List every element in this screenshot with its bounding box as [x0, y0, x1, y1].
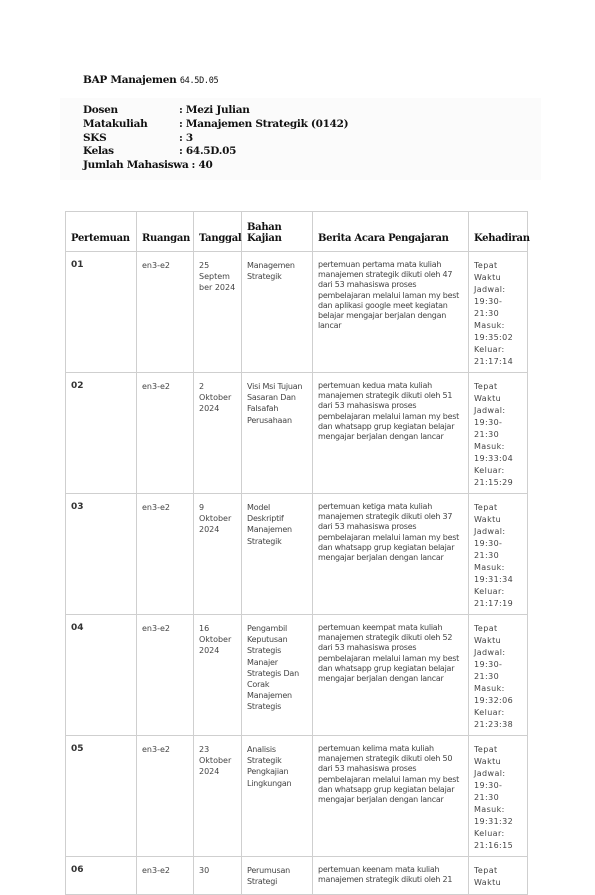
course-info-panel [60, 98, 541, 180]
header-kehadiran: Kehadiran [469, 212, 528, 252]
table-row [66, 494, 528, 615]
table-row [66, 252, 528, 373]
cell-kehadiran: Tepat Waktu Jadwal: 19:30-21:30 Masuk: 19:31:34 Keluar: 21:17:19 [469, 494, 528, 615]
cell-kehadiran: Tepat Waktu Jadwal: 19:30-21:30 Masuk: 19:33:04 Keluar: 21:15:29 [469, 373, 528, 494]
info-label: Kelas [83, 145, 114, 157]
table-row [66, 615, 528, 736]
cell-berita-acara: pertemuan ketiga mata kuliah manajemen strategik dikuti oleh 37 dari 53 mahasiswa proses pembelajaran melalui laman my best dan whatsapp grup kegiatan belajar mengajar berjalan dengan lancar [313, 494, 469, 615]
cell-kehadiran: Tepat Waktu Jadwal: 19:30-21:30 Masuk: 19:32:06 Keluar: 21:23:38 [469, 615, 528, 736]
info-value: : Mezi Julian [179, 104, 250, 116]
cell-tanggal: 30 [194, 857, 242, 895]
info-row-jumlah-mahasiswa [83, 159, 212, 171]
cell-pertemuan: 02 [66, 373, 137, 494]
info-row-kelas [83, 145, 236, 157]
cell-tanggal: 9 Oktober 2024 [194, 494, 242, 615]
cell-ruangan: en3-e2 [137, 252, 194, 373]
header-berita-acara: Berita Acara Pengajaran [313, 212, 469, 252]
cell-tanggal: 25 Septem ber 2024 [194, 252, 242, 373]
cell-ruangan: en3-e2 [137, 373, 194, 494]
cell-pertemuan: 01 [66, 252, 137, 373]
cell-berita-acara: pertemuan keempat mata kuliah manajemen strategik dikuti oleh 52 dari 53 mahasiswa proses pembelajaran melalui laman my best dan whatsapp grup kegiatan belajar mengajar berjalan dengan lancar [313, 615, 469, 736]
header-ruangan: Ruangan [137, 212, 194, 252]
cell-pertemuan: 04 [66, 615, 137, 736]
cell-bahan-kajian: Managemen Strategik [242, 252, 313, 373]
cell-berita-acara: pertemuan keenam mata kuliah manajemen strategik dikuti oleh 21 [313, 857, 469, 895]
table-row [66, 373, 528, 494]
info-value: : 64.5D.05 [179, 145, 237, 157]
info-value: : 3 [179, 132, 193, 144]
info-label: SKS [83, 132, 107, 144]
cell-bahan-kajian: Model Deskriptif Manajemen Strategik [242, 494, 313, 615]
header-tanggal: Tanggal [194, 212, 242, 252]
table-row [66, 857, 528, 895]
cell-ruangan: en3-e2 [137, 615, 194, 736]
cell-kehadiran: Tepat Waktu Jadwal: 19:30-21:30 Masuk: 19:35:02 Keluar: 21:17:14 [469, 252, 528, 373]
cell-tanggal: 23 Oktober 2024 [194, 736, 242, 857]
title-main: BAP Manajemen [83, 74, 177, 86]
info-value: : 40 [191, 159, 213, 171]
table-header-row [66, 212, 528, 252]
header-pertemuan: Pertemuan [66, 212, 137, 252]
cell-kehadiran: Tepat Waktu [469, 857, 528, 895]
cell-bahan-kajian: Analisis Strategik Pengkajian Lingkungan [242, 736, 313, 857]
cell-berita-acara: pertemuan kedua mata kuliah manajemen strategik dikuti oleh 51 dari 53 mahasiswa proses pembelajaran melalui laman my best dan whatsapp grup kegiatan belajar mengajar berjalan dengan lancar [313, 373, 469, 494]
info-row-sks [83, 132, 193, 144]
title-class-code: 64.5D.05 [179, 76, 219, 86]
info-row-matakuliah [83, 118, 348, 130]
attendance-table [65, 211, 528, 895]
cell-pertemuan: 03 [66, 494, 137, 615]
header-bahan-kajian: Bahan Kajian [242, 212, 313, 252]
cell-ruangan: en3-e2 [137, 857, 194, 895]
cell-berita-acara: pertemuan kelima mata kuliah manajemen strategik dikuti oleh 50 dari 53 mahasiswa proses pembelajaran melalui laman my best dan whatsapp grup kegiatan belajar mengajar berjalan dengan lancar [313, 736, 469, 857]
table-row [66, 736, 528, 857]
cell-bahan-kajian: Perumusan Strategi [242, 857, 313, 895]
cell-bahan-kajian: Pengambil Keputusan Strategis Manajer Strategis Dan Corak Manajemen Strategis [242, 615, 313, 736]
cell-tanggal: 2 Oktober 2024 [194, 373, 242, 494]
info-value: : Manajemen Strategik (0142) [179, 118, 349, 130]
cell-ruangan: en3-e2 [137, 736, 194, 857]
cell-tanggal: 16 Oktober 2024 [194, 615, 242, 736]
info-label: Matakuliah [83, 118, 148, 130]
info-label: Dosen [83, 104, 118, 116]
cell-ruangan: en3-e2 [137, 494, 194, 615]
info-label: Jumlah Mahasiswa [83, 159, 189, 171]
cell-bahan-kajian: Visi Msi Tujuan Sasaran Dan Falsafah Perusahaan [242, 373, 313, 494]
document-title [83, 74, 218, 86]
cell-kehadiran: Tepat Waktu Jadwal: 19:30-21:30 Masuk: 19:31:32 Keluar: 21:16:15 [469, 736, 528, 857]
cell-pertemuan: 05 [66, 736, 137, 857]
cell-berita-acara: pertemuan pertama mata kuliah manajemen strategik dikuti oleh 47 dari 53 mahasiswa proses pembelajaran melalui laman my best dan aplikasi google meet kegiatan belajar mengajar berjalan dengan lancar [313, 252, 469, 373]
cell-pertemuan: 06 [66, 857, 137, 895]
info-row-dosen [83, 104, 250, 116]
